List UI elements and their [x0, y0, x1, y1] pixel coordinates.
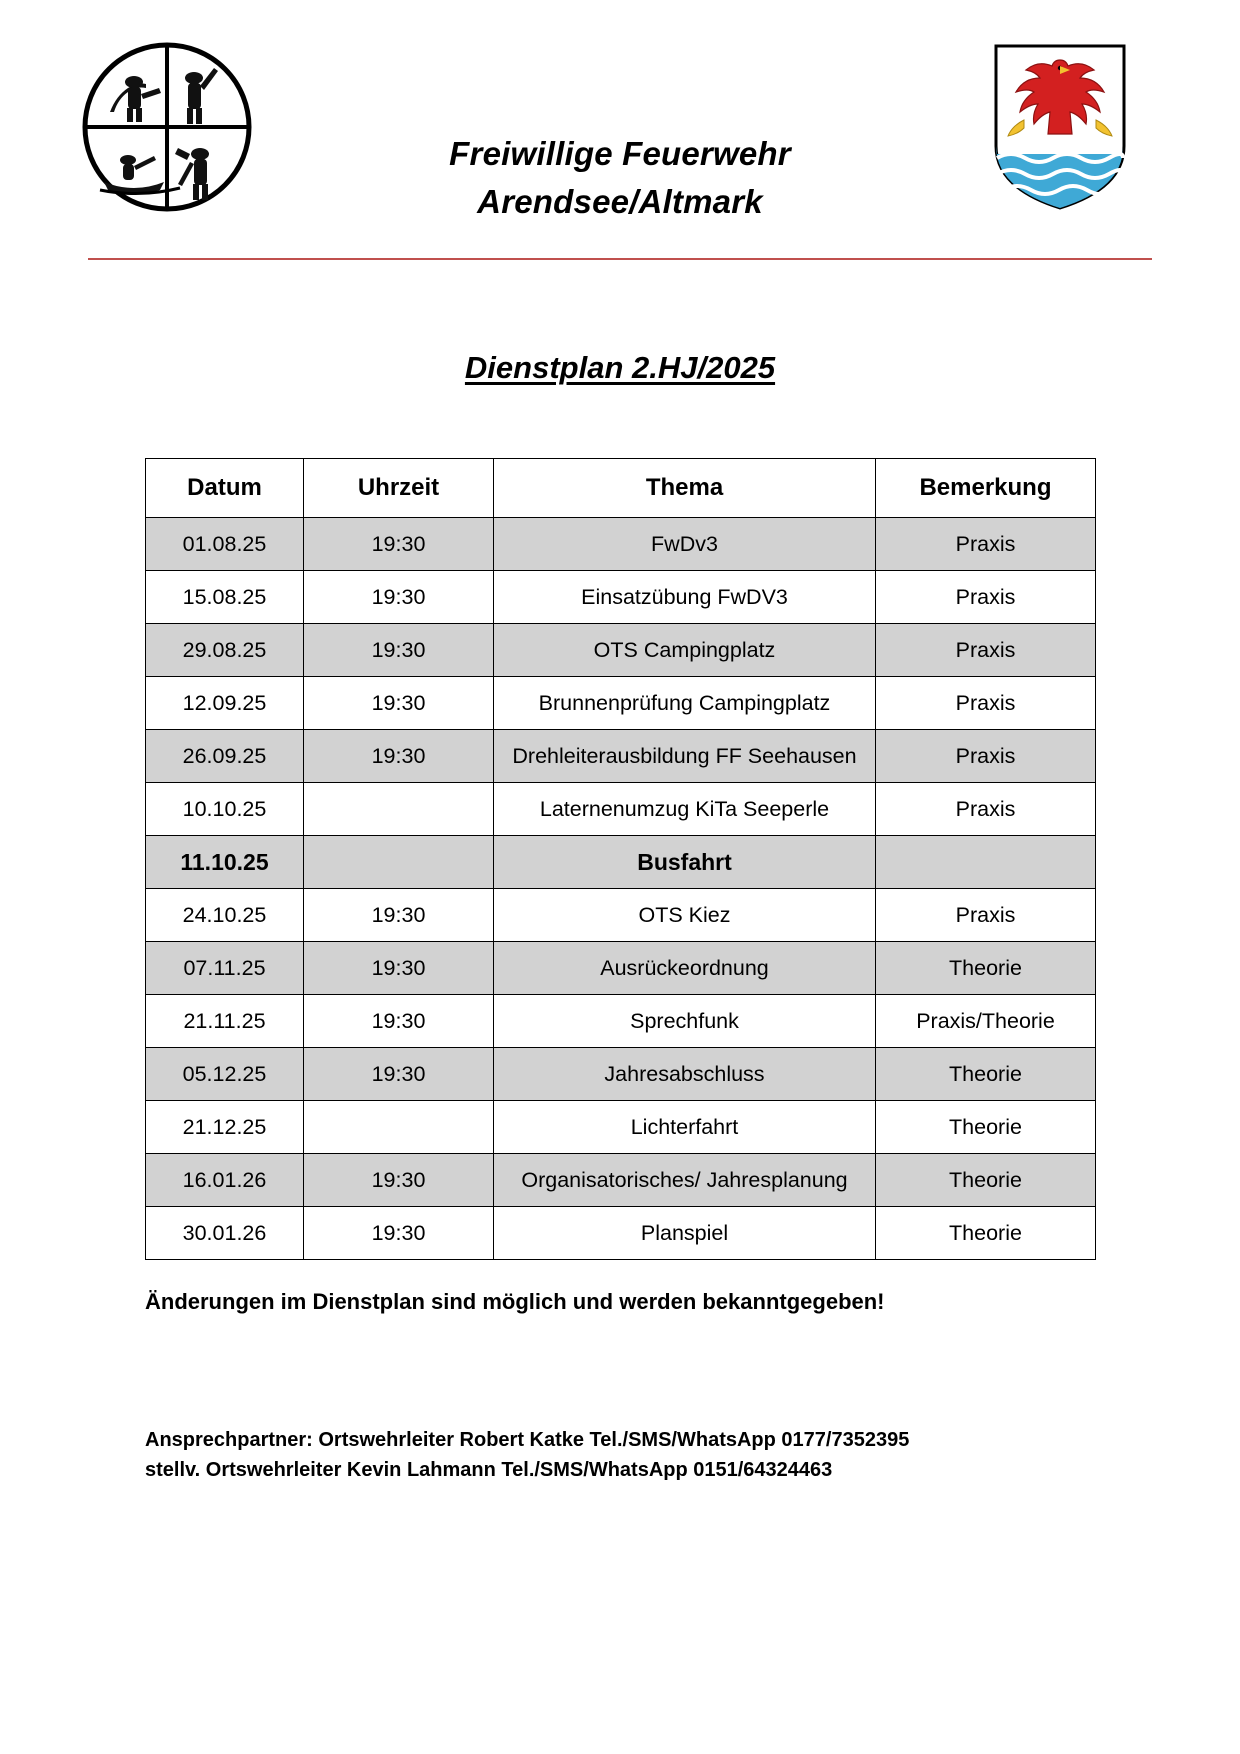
cell-bemerkung: Theorie: [876, 1207, 1096, 1260]
cell-thema: Sprechfunk: [494, 995, 876, 1048]
cell-datum: 21.12.25: [146, 1101, 304, 1154]
cell-uhrzeit: [304, 1101, 494, 1154]
table-row: [146, 783, 1096, 836]
cell-bemerkung: [876, 836, 1096, 889]
cell-datum: 26.09.25: [146, 730, 304, 783]
table-row: [146, 571, 1096, 624]
cell-uhrzeit: [304, 836, 494, 889]
cell-bemerkung: Theorie: [876, 942, 1096, 995]
cell-datum: 15.08.25: [146, 571, 304, 624]
cell-thema: Lichterfahrt: [494, 1101, 876, 1154]
cell-thema: Jahresabschluss: [494, 1048, 876, 1101]
cell-bemerkung: Praxis/Theorie: [876, 995, 1096, 1048]
cell-datum: 10.10.25: [146, 783, 304, 836]
page-title: Dienstplan 2.HJ/2025: [464, 350, 776, 385]
document-header: [0, 0, 1240, 230]
table-row: [146, 677, 1096, 730]
cell-uhrzeit: 19:30: [304, 730, 494, 783]
contact-line-deputy: stellv. Ortswehrleiter Kevin Lahmann Tel./SMS/WhatsApp 0151/64324463: [145, 1459, 833, 1481]
cell-datum: 29.08.25: [146, 624, 304, 677]
duty-roster-table: [145, 458, 1096, 1260]
column-header-uhrzeit: Uhrzeit: [304, 459, 494, 518]
cell-thema: Laternenumzug KiTa Seeperle: [494, 783, 876, 836]
cell-thema: Drehleiterausbildung FF Seehausen: [494, 730, 876, 783]
table-header-row: [146, 459, 1096, 518]
cell-uhrzeit: 19:30: [304, 942, 494, 995]
cell-datum: 05.12.25: [146, 1048, 304, 1101]
changes-notice: Änderungen im Dienstplan sind möglich und werden bekanntgegeben!: [145, 1289, 885, 1314]
cell-thema: OTS Campingplatz: [494, 624, 876, 677]
cell-bemerkung: Theorie: [876, 1048, 1096, 1101]
column-header-datum: Datum: [146, 459, 304, 518]
cell-bemerkung: Praxis: [876, 889, 1096, 942]
cell-uhrzeit: 19:30: [304, 624, 494, 677]
cell-uhrzeit: [304, 783, 494, 836]
cell-uhrzeit: 19:30: [304, 1207, 494, 1260]
duty-roster-table-container: [145, 458, 1095, 1260]
cell-datum: 11.10.25: [146, 836, 304, 889]
cell-thema: Ausrückeordnung: [494, 942, 876, 995]
cell-datum: 16.01.26: [146, 1154, 304, 1207]
cell-datum: 21.11.25: [146, 995, 304, 1048]
cell-thema: Planspiel: [494, 1207, 876, 1260]
organization-title: [0, 130, 1240, 226]
cell-uhrzeit: 19:30: [304, 995, 494, 1048]
cell-datum: 24.10.25: [146, 889, 304, 942]
table-row: [146, 518, 1096, 571]
cell-bemerkung: Praxis: [876, 624, 1096, 677]
cell-uhrzeit: 19:30: [304, 677, 494, 730]
table-row: [146, 942, 1096, 995]
cell-uhrzeit: 19:30: [304, 1048, 494, 1101]
cell-bemerkung: Praxis: [876, 677, 1096, 730]
contact-line-primary: Ansprechpartner: Ortswehrleiter Robert Katke Tel./SMS/WhatsApp 0177/7352395: [145, 1429, 910, 1451]
table-row: [146, 730, 1096, 783]
cell-uhrzeit: 19:30: [304, 518, 494, 571]
table-row: [146, 1048, 1096, 1101]
organization-title-line2: Arendsee/Altmark: [477, 182, 763, 220]
cell-thema: Busfahrt: [494, 836, 876, 889]
table-row: [146, 995, 1096, 1048]
table-row: [146, 836, 1096, 889]
cell-bemerkung: Praxis: [876, 730, 1096, 783]
cell-thema: OTS Kiez: [494, 889, 876, 942]
cell-datum: 07.11.25: [146, 942, 304, 995]
table-body: [146, 518, 1096, 1260]
cell-uhrzeit: 19:30: [304, 571, 494, 624]
table-row: [146, 1154, 1096, 1207]
cell-bemerkung: Praxis: [876, 783, 1096, 836]
table-row: [146, 1101, 1096, 1154]
cell-thema: Organisatorisches/ Jahresplanung: [494, 1154, 876, 1207]
cell-datum: 01.08.25: [146, 518, 304, 571]
table-row: [146, 889, 1096, 942]
column-header-bemerkung: Bemerkung: [876, 459, 1096, 518]
cell-bemerkung: Theorie: [876, 1101, 1096, 1154]
header-divider: [88, 258, 1152, 260]
cell-thema: FwDv3: [494, 518, 876, 571]
contact-block: [145, 1425, 909, 1485]
cell-thema: Einsatzübung FwDV3: [494, 571, 876, 624]
organization-title-line1: Freiwillige Feuerwehr: [449, 135, 791, 172]
cell-bemerkung: Praxis: [876, 571, 1096, 624]
column-header-thema: Thema: [494, 459, 876, 518]
table-row: [146, 1207, 1096, 1260]
cell-bemerkung: Praxis: [876, 518, 1096, 571]
cell-thema: Brunnenprüfung Campingplatz: [494, 677, 876, 730]
cell-bemerkung: Theorie: [876, 1154, 1096, 1207]
cell-datum: 30.01.26: [146, 1207, 304, 1260]
cell-uhrzeit: 19:30: [304, 889, 494, 942]
table-row: [146, 624, 1096, 677]
cell-datum: 12.09.25: [146, 677, 304, 730]
cell-uhrzeit: 19:30: [304, 1154, 494, 1207]
